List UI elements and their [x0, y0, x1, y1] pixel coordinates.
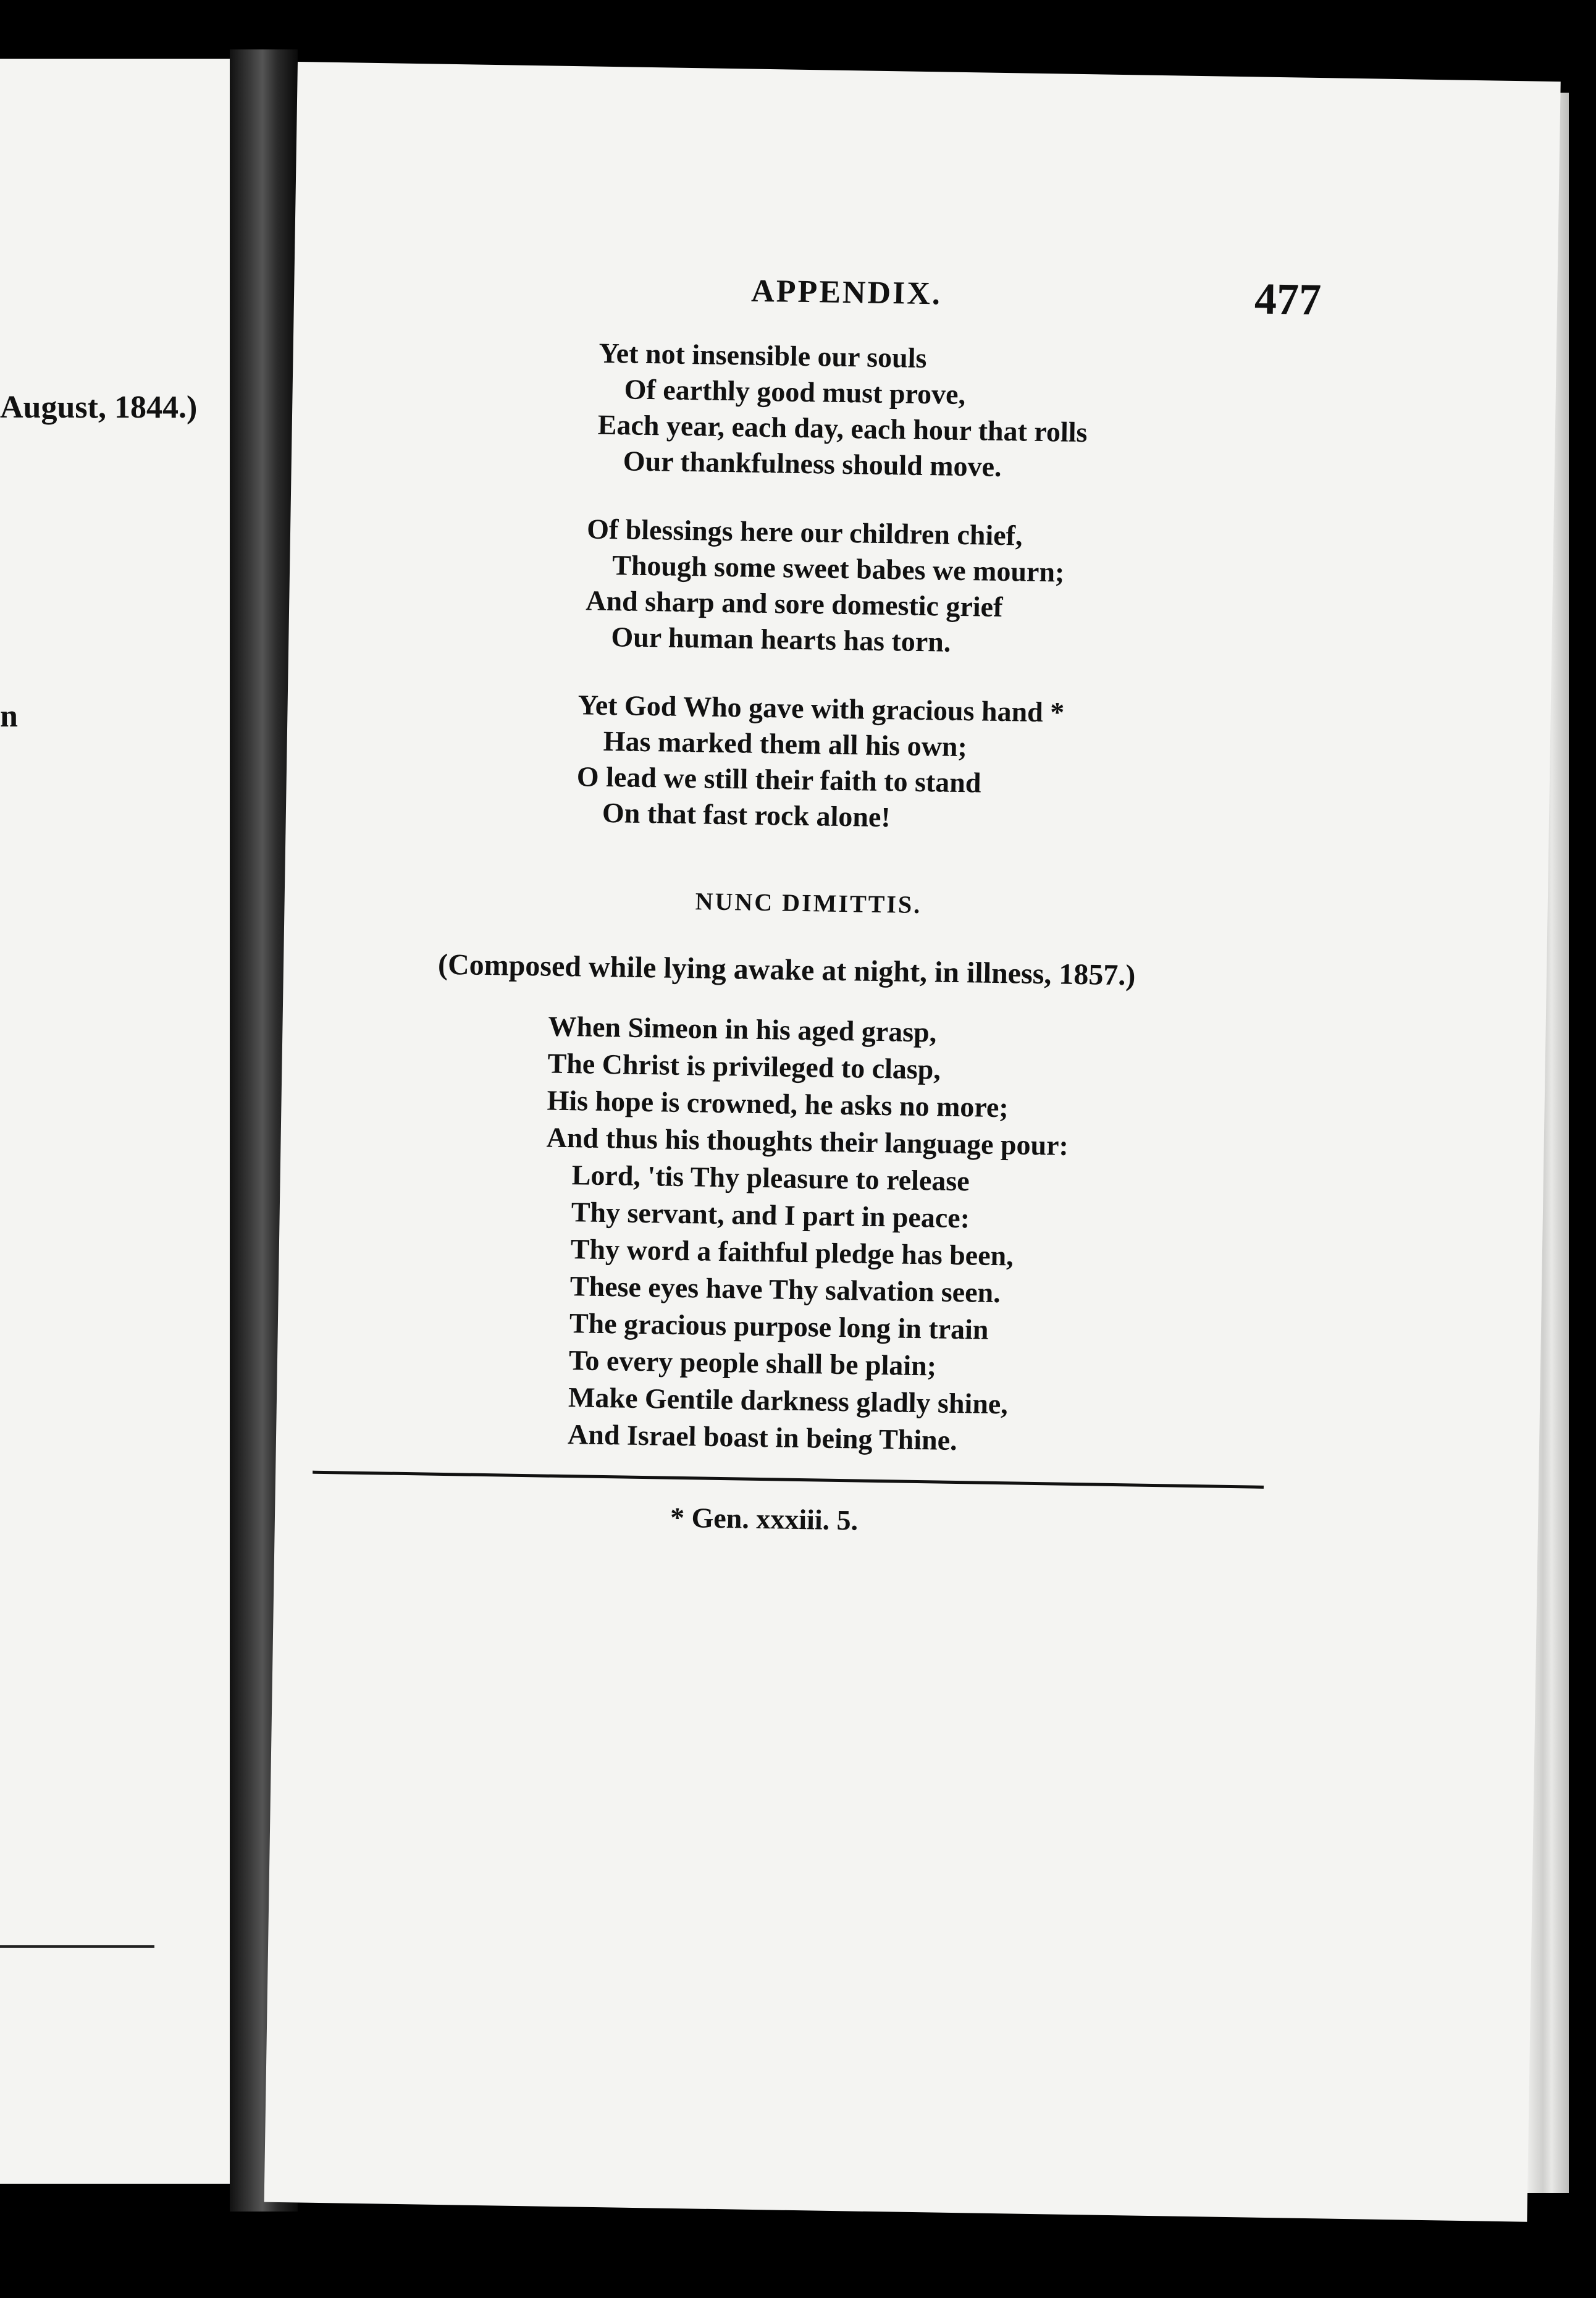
footnote-rule [313, 1471, 1264, 1489]
page-number: 477 [1254, 274, 1322, 325]
verse-line: Make Gentile darkness gladly shine, [568, 1381, 1009, 1420]
verse-line: And Israel boast in being Thine. [567, 1418, 958, 1457]
left-page-letter-fragment: n [0, 699, 18, 734]
verse-line: Thy word a faithful pledge has been, [570, 1233, 1014, 1272]
verse-line: Our thankfulness should move. [623, 445, 1002, 482]
stanza-2 [585, 511, 1065, 662]
stanza-3 [576, 687, 1065, 838]
verse-line: To every people shall be plain; [568, 1344, 937, 1382]
verse-line: His hope is crowned, he asks no more; [547, 1084, 1009, 1124]
verse-line: Our human hearts has torn. [611, 621, 951, 658]
poem-subtitle: (Composed while lying awake at night, in illness, 1857.) [437, 948, 1136, 992]
verse-line: Has marked them all his own; [603, 725, 968, 763]
running-title: APPENDIX. [750, 273, 943, 312]
verse-line: Yet not insensible our souls [598, 337, 927, 374]
verse-line: These eyes have Thy salvation seen. [569, 1270, 1001, 1309]
left-page-rule [0, 1945, 154, 1948]
verse-line: The gracious purpose long in train [569, 1307, 989, 1345]
left-page [0, 59, 230, 2184]
verse-line: O lead we still their faith to stand [576, 760, 981, 799]
right-page [264, 62, 1561, 2222]
verse-line: The Christ is privileged to clasp, [547, 1047, 941, 1085]
nunc-dimittis-verse [542, 1008, 1070, 1461]
verse-line: Though some sweet babes we mourn; [611, 549, 1065, 588]
verse-line: On that fast rock alone! [602, 796, 891, 833]
verse-line: Thy servant, and I part in peace: [571, 1196, 970, 1234]
verse-line: Lord, 'tis Thy pleasure to release [571, 1159, 970, 1197]
verse-line: And sharp and sore domestic grief [585, 584, 1003, 623]
verse-line: And thus his thoughts their language pour: [546, 1121, 1069, 1161]
verse-line: Each year, each day, each hour that rolls [597, 408, 1088, 448]
footnote: * Gen. xxxiii. 5. [670, 1501, 859, 1536]
verse-line: Of earthly good must prove, [624, 373, 966, 411]
poem-title: NUNC DIMITTIS. [695, 887, 922, 919]
left-page-date-fragment: August, 1844.) [0, 390, 198, 425]
stanza-1 [597, 335, 1088, 486]
verse-line: When Simeon in his aged grasp, [548, 1010, 937, 1048]
verse-line: Yet God Who gave with gracious hand * [578, 689, 1065, 728]
verse-line: Of blessings here our children chief, [586, 513, 1023, 552]
